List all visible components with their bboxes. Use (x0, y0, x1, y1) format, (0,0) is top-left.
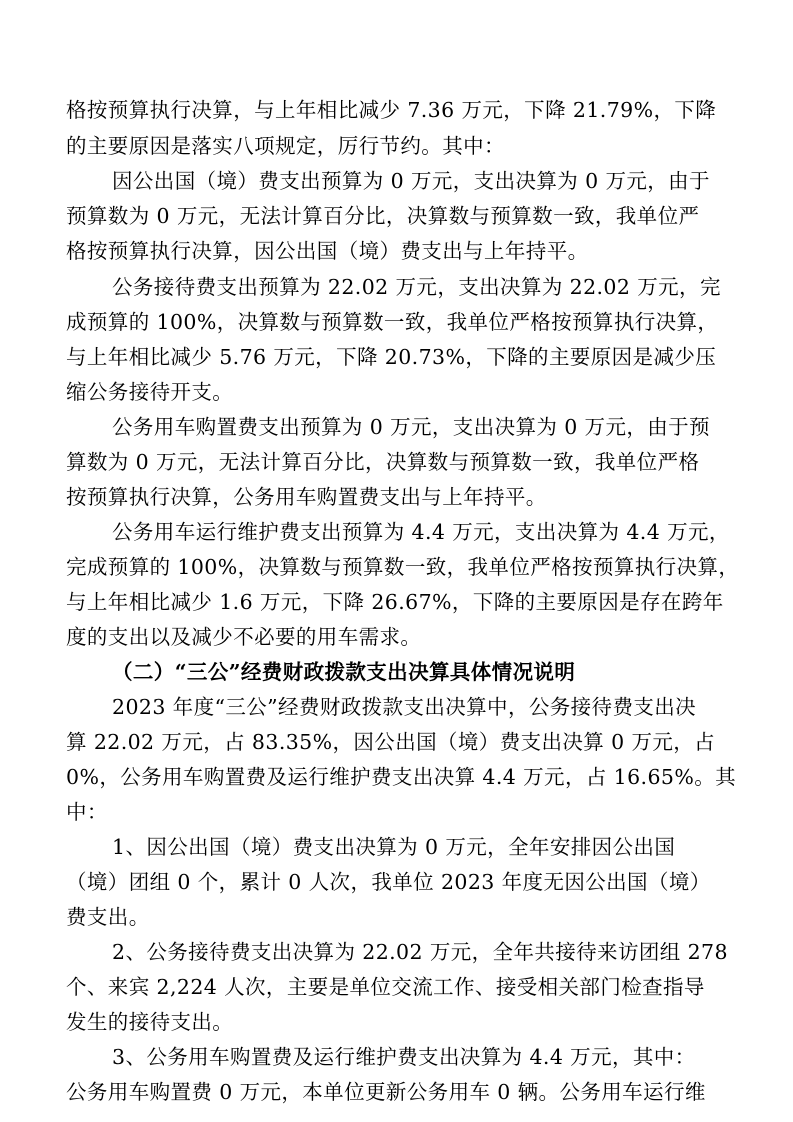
paragraph-start-line: 2023 年度“三公”经费财政拨款支出决算中，公务接待费支出决 (112, 695, 697, 719)
text-line: 发生的接待支出。 (66, 1010, 234, 1034)
text-line: 中： (66, 800, 108, 824)
text-line: 个、来宾 2,224 人次，主要是单位交流工作、接受相关部门检查指导 (66, 975, 705, 999)
paragraph-start-line: 公务用车购置费支出预算为 0 万元，支出决算为 0 万元，由于预 (112, 415, 710, 439)
text-line: 度的支出以及减少不必要的用车需求。 (66, 625, 422, 649)
text-line: 预算数为 0 万元，无法计算百分比，决算数与预算数一致，我单位严 (66, 204, 700, 228)
text-line: 费支出。 (66, 905, 150, 929)
text-line: 格按预算执行决算，与上年相比减少 7.36 万元，下降 21.79%，下降 (66, 98, 717, 122)
text-line: 与上年相比减少 5.76 万元，下降 20.73%，下降的主要原因是减少压 (66, 345, 717, 369)
text-line: 成预算的 100%，决算数与预算数一致，我单位严格按预算执行决算， (66, 310, 719, 334)
text-line: 的主要原因是落实八项规定，厉行节约。其中： (66, 134, 505, 158)
text-line: 完成预算的 100%，决算数与预算数一致，我单位严格按预算执行决算， (66, 555, 740, 579)
text-line: 算数为 0 万元，无法计算百分比，决算数与预算数一致，我单位严格 (66, 450, 700, 474)
text-line: 与上年相比减少 1.6 万元，下降 26.67%，下降的主要原因是存在跨年 (66, 590, 724, 614)
paragraph-start-line: 3、公务用车购置费及运行维护费支出决算为 4.4 万元，其中： (112, 1045, 696, 1069)
paragraph-start-line: 因公出国（境）费支出预算为 0 万元，支出决算为 0 万元，由于 (112, 169, 710, 193)
text-line: 算 22.02 万元，占 83.35%，因公出国（境）费支出决算 0 万元，占 (66, 730, 716, 754)
text-line: 按预算执行决算，公务用车购置费支出与上年持平。 (66, 485, 547, 509)
paragraph-start-line: 1、因公出国（境）费支出决算为 0 万元，全年安排因公出国 (112, 835, 676, 859)
text-line: 格按预算执行决算，因公出国（境）费支出与上年持平。 (66, 239, 589, 263)
text-line: 缩公务接待开支。 (66, 380, 234, 404)
paragraph-start-line: 2、公务接待费支出决算为 22.02 万元，全年共接待来访团组 278 (112, 940, 728, 964)
text-line: （境）团组 0 个，累计 0 人次，我单位 2023 年度无因公出国（境） (66, 870, 711, 894)
text-line: 公务用车购置费 0 万元，本单位更新公务用车 0 辆。公务用车运行维 (66, 1080, 706, 1104)
section-heading: （二）“三公”经费财政拨款支出决算具体情况说明 (112, 660, 576, 684)
paragraph-start-line: 公务接待费支出预算为 22.02 万元，支出决算为 22.02 万元，完 (112, 275, 721, 299)
paragraph-start-line: 公务用车运行维护费支出预算为 4.4 万元，支出决算为 4.4 万元， (112, 520, 730, 544)
text-line: 0%，公务用车购置费及运行维护费支出决算 4.4 万元，占 16.65%。其 (66, 765, 737, 789)
